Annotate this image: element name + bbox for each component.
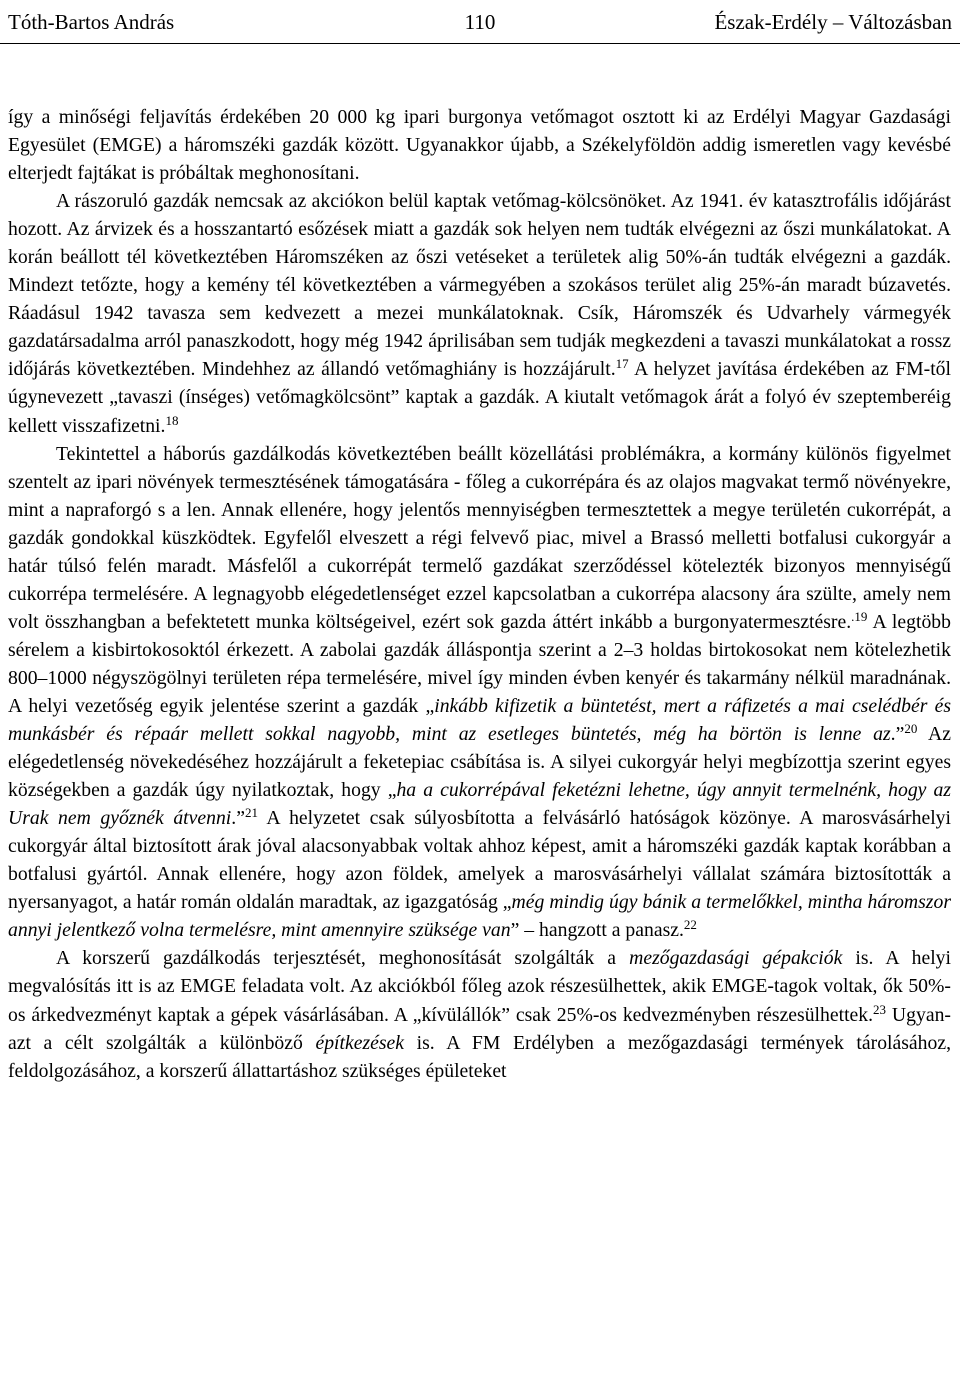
text-run: így a minőségi feljavítás érdekében 20 000 kg ipari burgonya vetőmagot osztott ki az Erdélyi Magyar Gazdasági Egyesület (EMGE) a háromszéki gazdák között. Ugyanakkor újabb, a Székelyföldön addig ismeretlen vagy kevésbé elterjedt fajtákat is próbáltak meghonosítani. — [8, 106, 951, 185]
header-rule — [0, 43, 960, 44]
text-run: ” – hangzott a panasz. — [510, 919, 684, 942]
quote-italic: építkezések — [315, 1031, 404, 1054]
quote-italic: mezőgazdasági gépakciók — [629, 947, 843, 970]
text-run: A legtöbb sérelem a kisbirtokosoktól érkezett. A zabolai gazdák álláspontja szerint a 2–3 holdas birtokosokat nem kötelezhetik 800–1000 négyszögölnyi területen répa termelésére, mivel így minden évben kenyér és takarmány nélkül maradnának. A helyi vezetőség egyik jelentése szerint a gazdák „ — [8, 610, 951, 717]
text-run: A helyzetet csak súlyosbította a felvásárló hatóságok közönye. A marosvásárhelyi cukorgyár által biztosított árak jóval alacsonyabbak voltak ahhoz képest, amit a háromszéki gazdák kaptak korábban a botfalusi gyártól. Annak ellenére, hogy azon földek, amelyek a marosvásárhelyi vállalat számára biztosították a nyersanyagot, a határ román oldalán maradtak, az igazgatóság „ — [8, 807, 951, 914]
footnote-ref: 18 — [165, 412, 179, 428]
paragraph — [8, 103, 951, 187]
text-run: .” — [231, 807, 245, 830]
text-run: is. A FM Erdélyben a mezőgazdasági termények tárolásához, feldolgozásához, a korszerű állattartáshoz szükséges épületeket — [8, 1031, 951, 1082]
footnote-ref: 23 — [873, 1001, 887, 1017]
text-run: A rászoruló gazdák nemcsak az akciókon belül kaptak vetőmag-kölcsönöket. Az 1941. év katasztrofális időjárást hozott. Az árvizek és a hosszantartó esőzések miatt a gazdák sok helyen nem tudták elvégezni az őszi munkálatokat. A korán beállott tél következtében Háromszéken az őszi vetéseket a területek alig 50%-án tudták elvégezni a gazdák. Mindezt tetőzte, hogy a kemény tél következtében a vármegyében a szokásos terület alig 25%-án maradt búzavetés. Ráadásul 1942 tavasza sem kedvezett a mezei munkálatoknak. Csík, Háromszék és Udvarhely vármegyék gazdatársadalma arról panaszkodott, hogy még 1942 áprilisában sem tudják megkezdeni a tavaszi munkálatokat a rossz időjárás következtében. Mindehhez az állandó vetőmaghiány is hozzájárult. — [8, 190, 951, 381]
running-header — [8, 8, 952, 38]
quote-italic: még mindig úgy bánik a termelőkkel, mintha háromszor annyi jelentkező volna termelésre, mint amennyire szüksége van — [8, 891, 951, 942]
body-text — [8, 103, 951, 1391]
footnote-ref: 20 — [904, 721, 918, 737]
footnote-ref: 22 — [683, 917, 697, 933]
text-run: Tekintettel a háborús gazdálkodás következtében beállt közellátási problémákra, a kormány különös figyelmet szentelt az ipari növények termesztésének támogatására - főleg a cukorrépára és az olajos magvakat termő növényekre, mint a napraforgó s a len. Annak ellenére, hogy jelentős mennyiségben termesztettek a megye területén cukorrépát, a gazdák gondokkal küszködtek. Egyfelől elveszett a régi felvevő piac, mivel a Brassó melletti botfalusi cukorgyár a határ túlsó felén maradt. Másfelől a cukorrépát termelő gazdákat szerződéssel kötelezték bizonyos mennyiségű cukorrépa termelésére. A legnagyobb elégedetlenséget ezzel kapcsolatban a cukorrépa alacsony ára szülte, amely nem volt összhangban a befektetett munka költségeivel, ezért sok gazda áttért inkább a burgonyatermesztésre. — [8, 442, 951, 633]
footnote-ref: .19 — [851, 608, 868, 624]
text-run: Ugyanazt a célt szolgálták a különböző — [8, 1003, 951, 1054]
page-number: 110 — [464, 10, 496, 34]
text-run: A korszerű gazdálkodás terjesztését, meghonosítását szolgálták a — [56, 947, 630, 970]
quote-italic: ha a cukorrépával feketézni lehetne, úgy annyit termelnénk, hogy az Urak nem győznék átvenni — [8, 779, 951, 830]
paragraph — [8, 187, 951, 439]
paragraph — [8, 440, 951, 945]
quote-italic: inkább kifizetik a büntetést, mert a ráfizetés a mai cselédbér és munkásbér és répaár mellett sokkal nagyobb, mint az esetleges büntetés, még ha börtön is lenne az — [8, 694, 951, 746]
text-run: .” — [890, 723, 905, 746]
text-run: is. A helyi megvalósítás itt is az EMGE feladata volt. Az akciókból főleg azok részesülhettek, akik EMGE-tagok voltak, ők 50%-os árkedvezményt kaptak a gépek vásárlásában. A „kívülállók” csak 25%-os kedvezményben részesülhettek. — [8, 947, 951, 1026]
header-title: Észak-Erdély – Változásban — [714, 10, 952, 34]
text-run: Az elégedetlenség növekedéséhez hozzájárult a feketepiac csábítása is. A silyei cukorgyár helyi megbízottja szerint egyes községekben a gazdák úgy nyilatkoztak, hogy „ — [8, 723, 951, 802]
footnote-ref: 21 — [244, 805, 258, 821]
paragraph — [8, 944, 951, 1084]
footnote-ref: 17 — [615, 356, 629, 372]
header-author: Tóth-Bartos András — [8, 10, 175, 34]
text-run: A helyzet javítása érdekében az FM-től úgynevezett „tavaszi (ínséges) vetőmagkölcsönt” kaptak a gazdák. A kiutalt vetőmagok árát a folyó év szeptemberéig kellett visszafizetni. — [8, 358, 951, 437]
